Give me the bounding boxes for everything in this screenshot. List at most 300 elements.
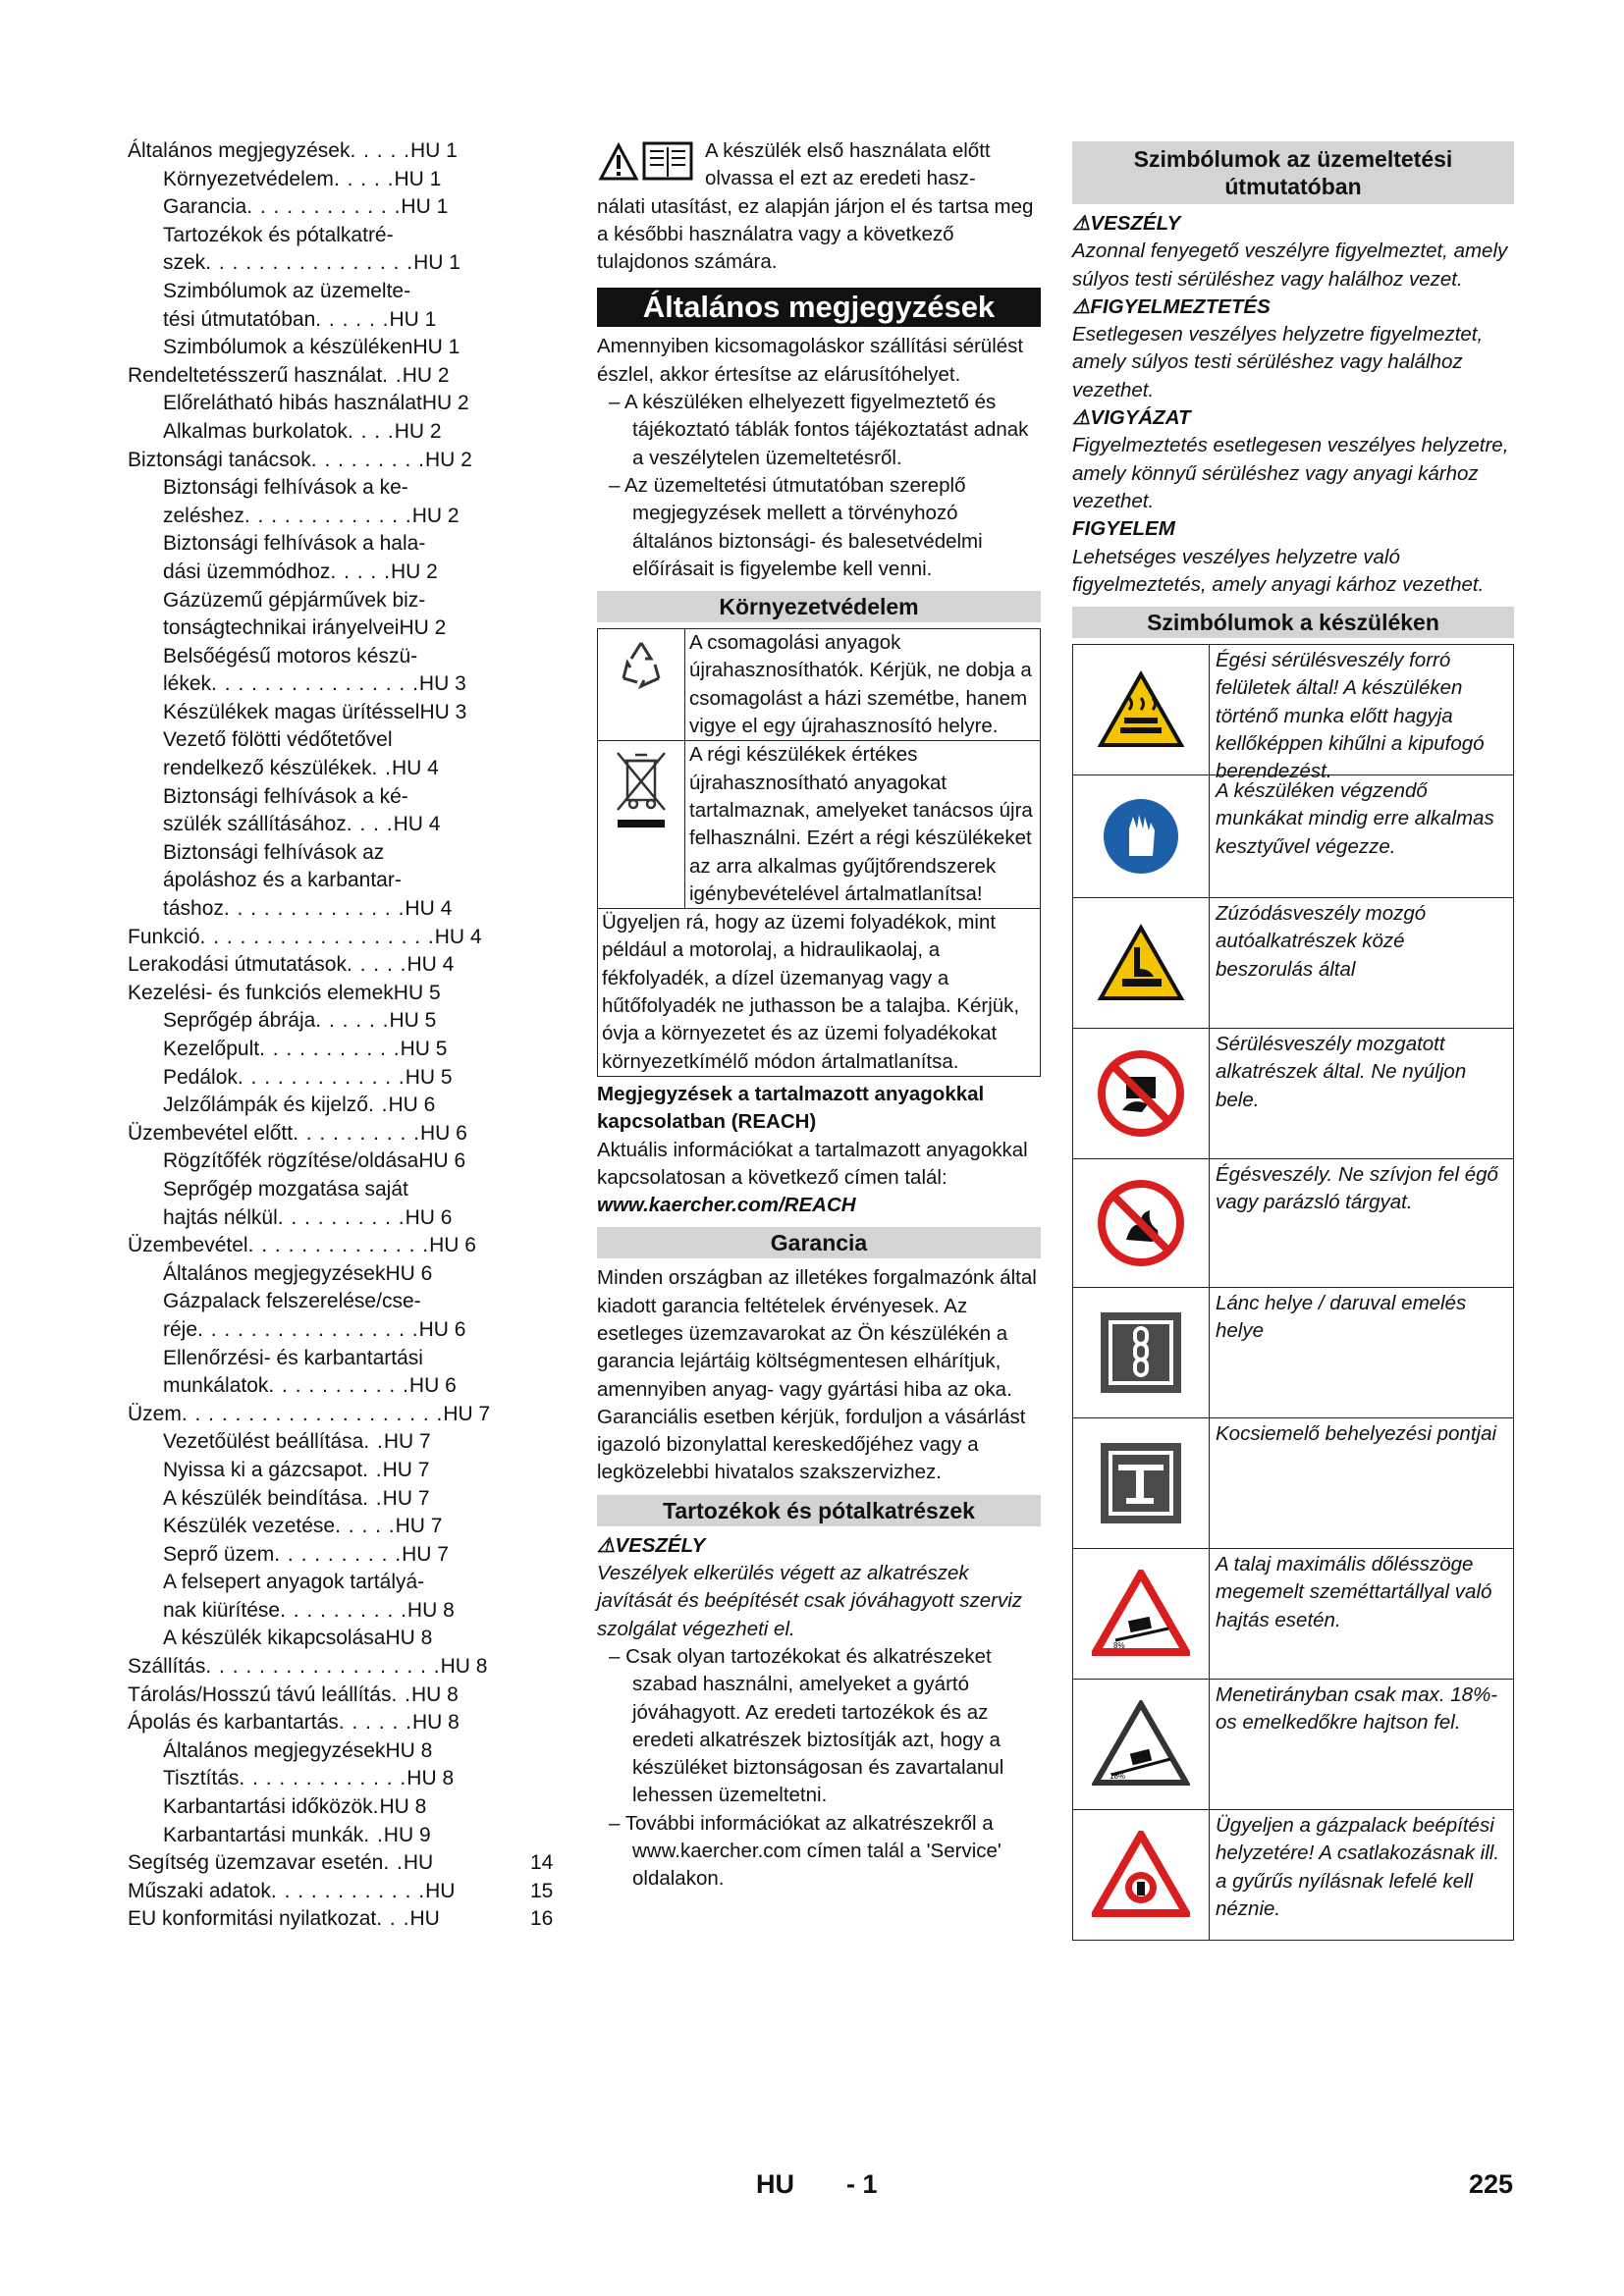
toc-entry-page: HU 5 [405,1065,453,1089]
toc-entry-title: Vezető fölötti védőtetővel [163,728,393,752]
device-symbol-text: Kocsiemelő behelyezési pontjai [1216,1422,1497,1446]
toc-entry-title: Szimbólumok az üzemelte- [163,279,411,302]
toc-entry-page: HU 4 [434,925,482,948]
toc-entry[interactable] [128,1597,560,1626]
toc-entry-page: HU 2 [402,363,450,387]
toc-entry[interactable] [128,1260,560,1289]
toc-entry-title: Ápolás és karbantartás [128,1711,339,1735]
gas-cylinder-position-icon [1073,1810,1210,1940]
toc-entry-title: Szállítás [128,1655,206,1679]
environment-row-recycling [598,629,1040,741]
toc-entry-page: HU 6 [429,1234,476,1257]
toc-entry-page-number: 16 [530,1907,554,1931]
environment-row-fluids [598,909,1040,1076]
toc-entry-page: HU 1 [401,195,449,219]
toc-entry[interactable] [128,1204,560,1233]
toc-entry[interactable] [128,1345,560,1373]
toc-entry-title: Műszaki adatok [128,1879,271,1902]
warning-triangle-icon: ⚠ [1072,406,1091,430]
accessories-danger-text: Veszélyek elkerülés végett az alkatrészek javítását és beépítését csak jóváhagyott szerviz szolgálat végezheti el. [597,1562,1023,1640]
toc-entry[interactable] [128,1232,560,1260]
toc-entry-page: HU 1 [412,336,460,359]
toc-entry-title: A készülék beindítása [163,1486,363,1510]
signal-word-label: VIGYÁZAT [1090,406,1191,430]
toc-entry[interactable] [128,587,560,615]
toc-entry-title: Funkció [128,925,200,948]
toc-entry-page: HU 8 [385,1627,433,1650]
toc-entry-title: Tisztítás [163,1767,240,1790]
toc-entry-page-number: 15 [530,1879,554,1902]
toc-entry-page: HU 5 [393,981,441,1004]
toc-entry-leader: . . [363,1430,384,1454]
signal-word-description: Lehetséges veszélyes helyzetre való figyelmeztetés, amely anyagi kárhoz vezethet. [1072,545,1485,596]
reach-text: Aktuális információkat a tartalmazott anyagokkal kapcsolatosan a következő címen talál: [597,1138,1028,1189]
max-tilt-warning-icon [1073,1549,1210,1679]
reach-heading: Megjegyzések a tartalmazott anyagokkal kapcsolatban (REACH) [597,1082,985,1134]
toc-entry-page: HU 6 [418,1149,466,1173]
toc-entry-page: HU 1 [413,251,460,275]
toc-entry[interactable] [128,193,560,222]
toc-entry[interactable] [128,334,560,362]
signal-word-label: VESZÉLY [1090,212,1181,235]
accessories-heading: Tartozékok és pótalkatrészek [597,1495,1041,1526]
toc-entry-leader: . . . . [346,813,394,836]
toc-entry-title: Környezetvédelem [163,167,334,190]
environment-table [597,628,1041,1077]
toc-entry-leader: . . [382,363,403,387]
toc-entry-page: HU [403,1851,434,1875]
device-symbol-row [1073,1418,1513,1549]
toc-entry-page: HU [425,1879,456,1902]
fluids-text: Ügyeljen rá, hogy az üzemi folyadékok, mint például a motorolaj, a hidraulikaolaj, a fékfolyadék, a dízel üzemanyag vagy a hűtőfolyadék ne juthasson be a talajba. Kérjük, óvja a környezetet és az üzemi folyadékokat környezetkímélő módon ártalmatlanítsa. [602,911,1020,1073]
device-symbol-text: A készüléken végzendő munkákat mindig erre alkalmas kesztyűvel végezze. [1216,779,1494,858]
toc-entry-leader: . . . . . . [315,1009,390,1033]
device-symbol-row [1073,898,1513,1029]
chain-lift-point-icon [1073,1288,1210,1417]
toc-entry[interactable] [128,1541,560,1570]
signal-word-description: Figyelmeztetés esetlegesen veszélyes helyzetre, amely könnyű sérüléshez vagy anyagi kárhoz vezethet. [1072,434,1509,512]
toc-entry-title: tési útmutatóban [163,307,316,331]
device-symbol-text: Égésveszély. Ne szívjon fel égő vagy parázsló tárgyat. [1216,1163,1498,1214]
toc-entry-title: Kezelőpult [163,1038,260,1060]
toc-entry-page: HU 3 [418,672,466,696]
toc-entry-leader: . . . . . . [338,1711,412,1735]
toc-entry-page: HU 1 [409,139,458,162]
toc-entry-leader: . . . . . . . . . . . . [246,195,402,219]
jack-point-icon [1073,1418,1210,1548]
toc-entry-page: HU 7 [382,1458,430,1481]
toc-entry-page: HU 8 [406,1598,455,1622]
signal-word-description: Azonnal fenyegető veszélyre figyelmeztet, amely súlyos testi sérüléshez vagy halálhoz vezet. [1072,240,1508,291]
toc-entry-title: Biztonsági felhívások a hala- [163,532,426,556]
toc-entry-title: lékek [163,672,212,696]
warning-triangle-icon: ⚠ [597,1533,616,1557]
toc-entry[interactable] [128,839,560,868]
no-reaching-icon [1073,1029,1210,1158]
toc-entry-title: Általános megjegyzések [128,139,351,162]
column-middle [597,137,1041,1894]
toc-entry-title: A készülék kikapcsolása [163,1627,386,1650]
signal-word-label: FIGYELEM [1072,517,1175,541]
warning-triangle-icon: ⚠ [1072,294,1091,318]
signal-word [1072,515,1514,543]
device-symbol-row [1073,775,1513,898]
symbols-manual-list [1072,210,1514,599]
signal-word-label: FIGYELMEZTETÉS [1090,294,1271,318]
toc-entry-title: Garancia [163,195,247,219]
toc-entry-title: Előrelátható hibás használat [163,392,422,415]
toc-entry-title: Lerakodási útmutatások [128,953,347,977]
toc-entry[interactable] [128,1457,560,1485]
toc-entry-leader: . . . . [347,419,395,443]
gloves-mandatory-icon [1073,775,1210,897]
toc-entry-title: Seprőgép mozgatása saját [163,1177,408,1201]
toc-entry-page: HU 8 [406,1767,455,1790]
toc-entry[interactable] [128,503,560,531]
toc-entry-page: HU 2 [421,392,469,415]
toc-entry[interactable] [128,1849,560,1878]
toc-entry-page: HU 7 [395,1515,443,1538]
device-symbol-row [1073,1680,1513,1810]
toc-entry-title: Üzembevétel [128,1234,248,1257]
toc-entry[interactable] [128,1569,560,1597]
toc-entry-leader: . . . . . . . . . . . . . [237,1065,406,1089]
device-symbol-row [1073,1549,1513,1680]
toc-entry[interactable] [128,1176,560,1204]
environment-row-weee [598,741,1040,909]
toc-entry-title: ápoláshoz és a karbantar- [163,869,402,892]
weee-text: A régi készülékek értékes újrahasznosítható anyagokat tartalmaznak, amelyeket tanácsos újra felhasználni. Ezért a régi készülékeket az arra alkalmas gyűjtőrendszerek igénybevételével ártalmatlanítsa! [689,743,1033,905]
toc-entry-title: Rendeltetésszerű használat [128,363,383,387]
toc-entry-page: HU 8 [411,1711,460,1735]
accessories-danger-label: VESZÉLY [615,1533,706,1557]
toc-entry-title: Készülék vezetése [163,1515,336,1538]
toc-entry-title: Jelzőlámpák és kijelző [163,1094,368,1117]
toc-entry[interactable] [128,559,560,587]
toc-entry-title: szülék szállításához [163,813,347,836]
toc-entry-leader: . . . . . . [315,307,390,331]
symbols-manual-heading: Szimbólumok az üzemeltetési útmutatóban [1072,141,1514,204]
footer-page-number: 225 [1469,2169,1514,2199]
toc-entry[interactable] [128,1428,560,1457]
toc-entry-page: HU 8 [385,1738,433,1762]
toc-entry-leader: . . . . . . . . . . . . . . . . . . [205,1655,441,1679]
toc-entry-page: HU 4 [405,897,453,921]
toc-entry[interactable] [128,1485,560,1514]
toc-entry[interactable] [128,137,560,166]
crossed-bin-icon [598,741,685,908]
toc-entry-title: Biztonsági felhívások a ke- [163,476,408,500]
toc-entry[interactable] [128,670,560,699]
warning-triangle-icon: ⚠ [1072,212,1091,235]
toc-entry[interactable] [128,867,560,895]
toc-entry[interactable] [128,418,560,447]
toc-entry[interactable] [128,1401,560,1429]
toc-entry[interactable] [128,1064,560,1093]
toc-entry-leader: . . . . . . . . . . [293,1121,420,1145]
toc-entry-page: HU 7 [383,1430,431,1454]
toc-entry[interactable] [128,1682,560,1710]
environment-heading: Környezetvédelem [597,591,1041,622]
toc-entry[interactable] [128,643,560,671]
general-heading: Általános megjegyzések [597,288,1041,327]
toc-entry-title: Biztonsági tanácsok [128,448,311,471]
toc-entry[interactable] [128,1905,560,1934]
toc-entry-title: rendelkező készülékek [163,757,372,780]
toc-entry-leader: . . [367,1094,389,1117]
toc-entry[interactable] [128,980,560,1008]
toc-entry-title: Üzembevétel előtt [128,1121,294,1145]
toc-entry-page: HU 5 [389,1009,437,1033]
toc-entry[interactable] [128,1092,560,1120]
toc-entry-leader: . . . . . . . . . . . . . . . . [205,251,414,275]
toc-entry-leader: . . . . . [346,953,407,977]
toc-entry[interactable] [128,726,560,755]
toc-entry-title: EU konformitási nyilatkozat [128,1907,377,1931]
device-symbol-text: Ügyeljen a gázpalack beépítési helyzetére! A csatlakozásnak ill. a gyűrűs nyílásnak lefelé kell néznie. [1216,1814,1500,1921]
toc-entry-leader: . . . . . [333,167,395,190]
toc-entry[interactable] [128,249,560,278]
intro-first-line: A készülék első használata előtt olvassa el ezt az eredeti hasz- [705,139,991,190]
toc-entry-title: Gázpalack felszerelése/cse- [163,1290,421,1313]
toc-entry-title: Pedálok [163,1065,238,1089]
device-symbol-row [1073,1810,1513,1940]
toc-entry-page: HU 7 [382,1486,430,1510]
toc-entry-page: HU 8 [410,1682,459,1706]
toc-entry[interactable] [128,1316,560,1345]
toc-entry[interactable] [128,951,560,980]
toc-entry[interactable] [128,1148,560,1176]
toc-entry-leader: . . . . . [330,560,391,583]
toc-entry-leader: . . [363,1823,384,1846]
toc-entry-leader: . [372,1795,380,1819]
table-of-contents [128,137,560,1934]
toc-entry-title: Alkalmas burkolatok [163,419,348,443]
toc-entry-page: HU 2 [411,504,460,527]
toc-entry[interactable] [128,1036,560,1064]
toc-entry-leader: . . . . . [350,139,410,162]
toc-entry-leader: . . . . . [335,1515,396,1538]
toc-entry[interactable] [128,614,560,643]
accessories-danger [597,1532,1041,1560]
toc-entry-title: Biztonsági felhívások a ké- [163,784,408,808]
toc-entry-title: Tartozékok és pótalkatré- [163,223,394,246]
toc-entry-page: HU 3 [419,700,467,723]
toc-entry[interactable] [128,1709,560,1737]
toc-entry[interactable] [128,1765,560,1793]
toc-entry[interactable] [128,1737,560,1766]
svg-text:18%: 18% [1110,1772,1126,1782]
toc-entry[interactable] [128,1625,560,1653]
toc-entry-page: HU 8 [379,1795,427,1819]
toc-entry[interactable] [128,447,560,475]
toc-entry-title: hajtás nélkül [163,1205,278,1229]
toc-entry-page: HU 6 [388,1094,436,1117]
max-slope-18-icon [1073,1680,1210,1809]
device-symbol-text: Sérülésveszély mozgatott alkatrészek által. Ne nyúljon bele. [1216,1033,1467,1111]
toc-entry-leader: . . . . . . . . . . . . . [244,504,412,527]
accessories-list-item-2: – További információkat az alkatrészekről a www.kaercher.com címen talál a 'Service' oldalakon. [609,1811,1001,1891]
toc-entry[interactable] [128,811,560,839]
toc-entry-leader: . . . . . . . . . . . . . . . . . . [199,925,435,948]
hot-surface-warning-icon [1073,645,1210,774]
toc-entry-title: zeléshez [163,504,244,527]
toc-entry-leader: . . . . . . . . . . [274,1542,403,1566]
column-right [1072,137,1514,1941]
general-list-item-1: – A készüléken elhelyezett figyelmeztető és tájékoztató táblák fontos tájékoztatást adnak a veszélytelen üzemeltetésről. [609,391,1029,469]
toc-entry-leader: . . . . . . . . . . . . . . . . . [197,1317,419,1341]
toc-entry-title: Üzem [128,1402,182,1425]
toc-entry-leader: . . . . . . . . . . . . . . [247,1234,430,1257]
toc-entry-title: Nyissa ki a gázcsapot [163,1458,363,1481]
toc-entry[interactable] [128,1878,560,1906]
toc-entry-title: Tárolás/Hosszú távú leállítás [128,1682,392,1706]
toc-entry-leader: . . [383,1851,404,1875]
toc-entry[interactable] [128,1513,560,1541]
toc-entry[interactable] [128,1007,560,1036]
toc-entry-title: Gázüzemű gépjárművek biz- [163,588,426,612]
toc-entry-leader: . . [371,757,392,780]
recycling-icon [598,629,685,740]
toc-entry[interactable] [128,1120,560,1148]
recycling-text: A csomagolási anyagok újrahasznosíthatók. Kérjük, ne dobja a csomagolást a házi szemétbe, hanem vigye el egy újrahasznosító helyre. [689,631,1032,738]
toc-entry-page: HU 6 [385,1261,433,1285]
toc-entry-leader: . . . [376,1907,410,1931]
warranty-heading: Garancia [597,1227,1041,1258]
toc-entry-title: munkálatok [163,1374,269,1398]
toc-entry[interactable] [128,1288,560,1316]
toc-entry-page: HU 7 [402,1542,449,1566]
reach-link[interactable]: www.kaercher.com/REACH [597,1194,856,1217]
toc-entry[interactable] [128,699,560,727]
accessories-list-item-1: – Csak olyan tartozékokat és alkatrészeket szabad használni, amelyeket a gyártó jóváhagyott. Az eredeti tartozékok és az eredeti alkatrészek biztosítják azt, hogy a készüléket biztonságosan és zavartalanul lehessen üzemeltetni. [609,1644,1004,1807]
footer-language: HU [756,2169,794,2199]
toc-entry[interactable] [128,390,560,418]
toc-entry-leader: . . [362,1458,383,1481]
toc-entry[interactable] [128,362,560,391]
toc-entry-page: HU 2 [394,419,442,443]
intro-note [597,137,1041,193]
toc-entry-title: Seprő üzem [163,1542,275,1566]
toc-entry-title: Karbantartási időközök [163,1795,373,1819]
toc-entry-page: HU 2 [390,560,438,583]
toc-entry-leader: . . . . . . . . . . [277,1205,406,1229]
toc-entry-page: HU 6 [419,1121,467,1145]
general-list-item-2: – Az üzemeltetési útmutatóban szereplő megjegyzések mellett a törvényhozó általános biztonsági- és balesetvédelmi előírásait is figyelembe kell venni. [609,473,983,580]
signal-word [1072,294,1514,321]
toc-entry-title: Seprőgép ábrája [163,1009,316,1033]
toc-entry-page: HU 7 [443,1402,491,1425]
device-symbol-text: Menetirányban csak max. 18%-os emelkedőkre hajtson fel. [1216,1683,1498,1735]
footer-page-ref: - 1 [846,2169,878,2199]
device-symbol-text: Égési sérülésveszély forró felületek által! A készüléken történő munka előtt hagyja kellőképpen kihűlni a kipufogó berendezést. [1216,649,1485,783]
toc-entry-title: Szimbólumok a készüléken [163,336,413,359]
toc-entry[interactable] [128,166,560,194]
toc-entry-title: Kezelési- és funkciós elemek [128,981,394,1004]
toc-entry-title: Belsőégésű motoros készü- [163,644,418,667]
toc-entry-title: táshoz [163,897,224,921]
toc-entry-page: HU 5 [400,1038,448,1060]
toc-entry[interactable] [128,222,560,250]
toc-entry-page: HU 6 [408,1374,457,1398]
toc-entry-leader: . . . . . . . . . . [280,1598,407,1622]
general-text: Amennyiben kicsomagoláskor szállítási sérülést észlel, akkor értesítse az elárusítóhelyet. [597,335,1024,386]
toc-entry-leader: . . . . . . . . . [310,448,425,471]
toc-entry-leader: . . . . . . . . . . . [259,1038,401,1060]
svg-text:8%: 8% [1113,1641,1125,1651]
toc-entry[interactable] [128,895,560,924]
toc-entry-title: Készülékek magas ürítéssel [163,700,420,723]
toc-entry-page: HU [409,1907,440,1931]
toc-entry-title: nak kiürítése [163,1598,281,1622]
toc-entry[interactable] [128,1822,560,1850]
toc-entry-title: Ellenőrzési- és karbantartási [163,1346,423,1369]
toc-entry-leader: . . [391,1682,411,1706]
symbols-device-heading: Szimbólumok a készüléken [1072,607,1514,638]
signal-word-description: Esetlegesen veszélyes helyzetre figyelmeztet, amely súlyos testi sérüléshez vagy halálhoz vezethet. [1072,323,1484,401]
signal-word [1072,210,1514,238]
toc-entry-page: HU 4 [391,757,439,780]
device-symbol-text: Lánc helye / daruval emelés helye [1216,1292,1467,1343]
toc-entry-page: HU 1 [394,167,442,190]
toc-entry-title: Biztonsági felhívások az [163,840,385,864]
toc-entry-leader: . . . . . . . . . . . . . . [223,897,406,921]
toc-entry-title: Rögzítőfék rögzítése/oldása [163,1149,419,1173]
device-symbol-row [1073,1288,1513,1418]
toc-entry-leader: . . . . . . . . . . . . [270,1879,426,1902]
warranty-text: Minden országban az illetékes forgalmazónk által kiadott garancia feltételek érvényesek. Az esetleges üzemzavarokat az Ön készülékén a garancia lejártáig költségmentesen elhárítjuk, amennyiben anyag- vagy gyártási hiba az oka. Garanciális esetben kérjük, forduljon a vásárlást igazoló bizonylattal kereskedőjéhez vagy a legközelebbi hivatalos szakszervizhez. [597,1266,1037,1484]
toc-entry-page: HU 2 [399,616,447,640]
toc-entry-leader: . . . . . . . . . . . . . [239,1767,407,1790]
toc-entry[interactable] [128,1372,560,1401]
toc-entry[interactable] [128,924,560,952]
toc-entry[interactable] [128,1653,560,1682]
toc-entry-page: HU 9 [383,1823,431,1846]
intro-rest: nálati utasítást, ez alapján járjon el és tartsa meg a későbbi használatra vagy a következő tulajdonos számára. [597,194,1034,274]
toc-entry[interactable] [128,474,560,503]
toc-entry-page: HU 8 [440,1655,488,1679]
device-symbol-row [1073,1029,1513,1159]
toc-entry[interactable] [128,306,560,335]
toc-entry-page-number: 14 [530,1851,554,1875]
toc-entry-page: HU 4 [393,813,441,836]
toc-entry-title: Vezetőülést beállítása [163,1430,364,1454]
device-symbol-row [1073,645,1513,783]
toc-entry-page: HU 1 [389,307,437,331]
toc-entry-title: tonságtechnikai irányelvei [163,616,400,640]
toc-entry-title: Általános megjegyzések [163,1738,386,1762]
toc-entry-title: A felsepert anyagok tartályá- [163,1571,425,1594]
toc-entry-title: Általános megjegyzések [163,1261,386,1285]
toc-entry-leader: . . [362,1486,383,1510]
toc-entry-page: HU 2 [424,448,472,471]
toc-entry-page: HU 6 [418,1317,466,1341]
toc-entry-title: Karbantartási munkák [163,1823,364,1846]
toc-entry[interactable] [128,783,560,812]
toc-entry-page: HU 4 [406,953,455,977]
toc-entry[interactable] [128,1793,560,1822]
toc-entry[interactable] [128,755,560,783]
device-symbol-row [1073,1159,1513,1288]
toc-entry-leader: . . . . . . . . . . . . . . . . . . . . [181,1402,444,1425]
device-symbol-text: A talaj maximális dőlésszöge megemelt szeméttartállyal való hajtás esetén. [1216,1553,1492,1631]
toc-entry-title: Segítség üzemzavar esetén [128,1851,384,1875]
warning-read-manual-icon [597,141,695,181]
toc-entry[interactable] [128,530,560,559]
toc-entry[interactable] [128,278,560,306]
toc-entry-title: dási üzemmódhoz [163,560,331,583]
toc-entry-leader: . . . . . . . . . . . . . . . . [211,672,419,696]
